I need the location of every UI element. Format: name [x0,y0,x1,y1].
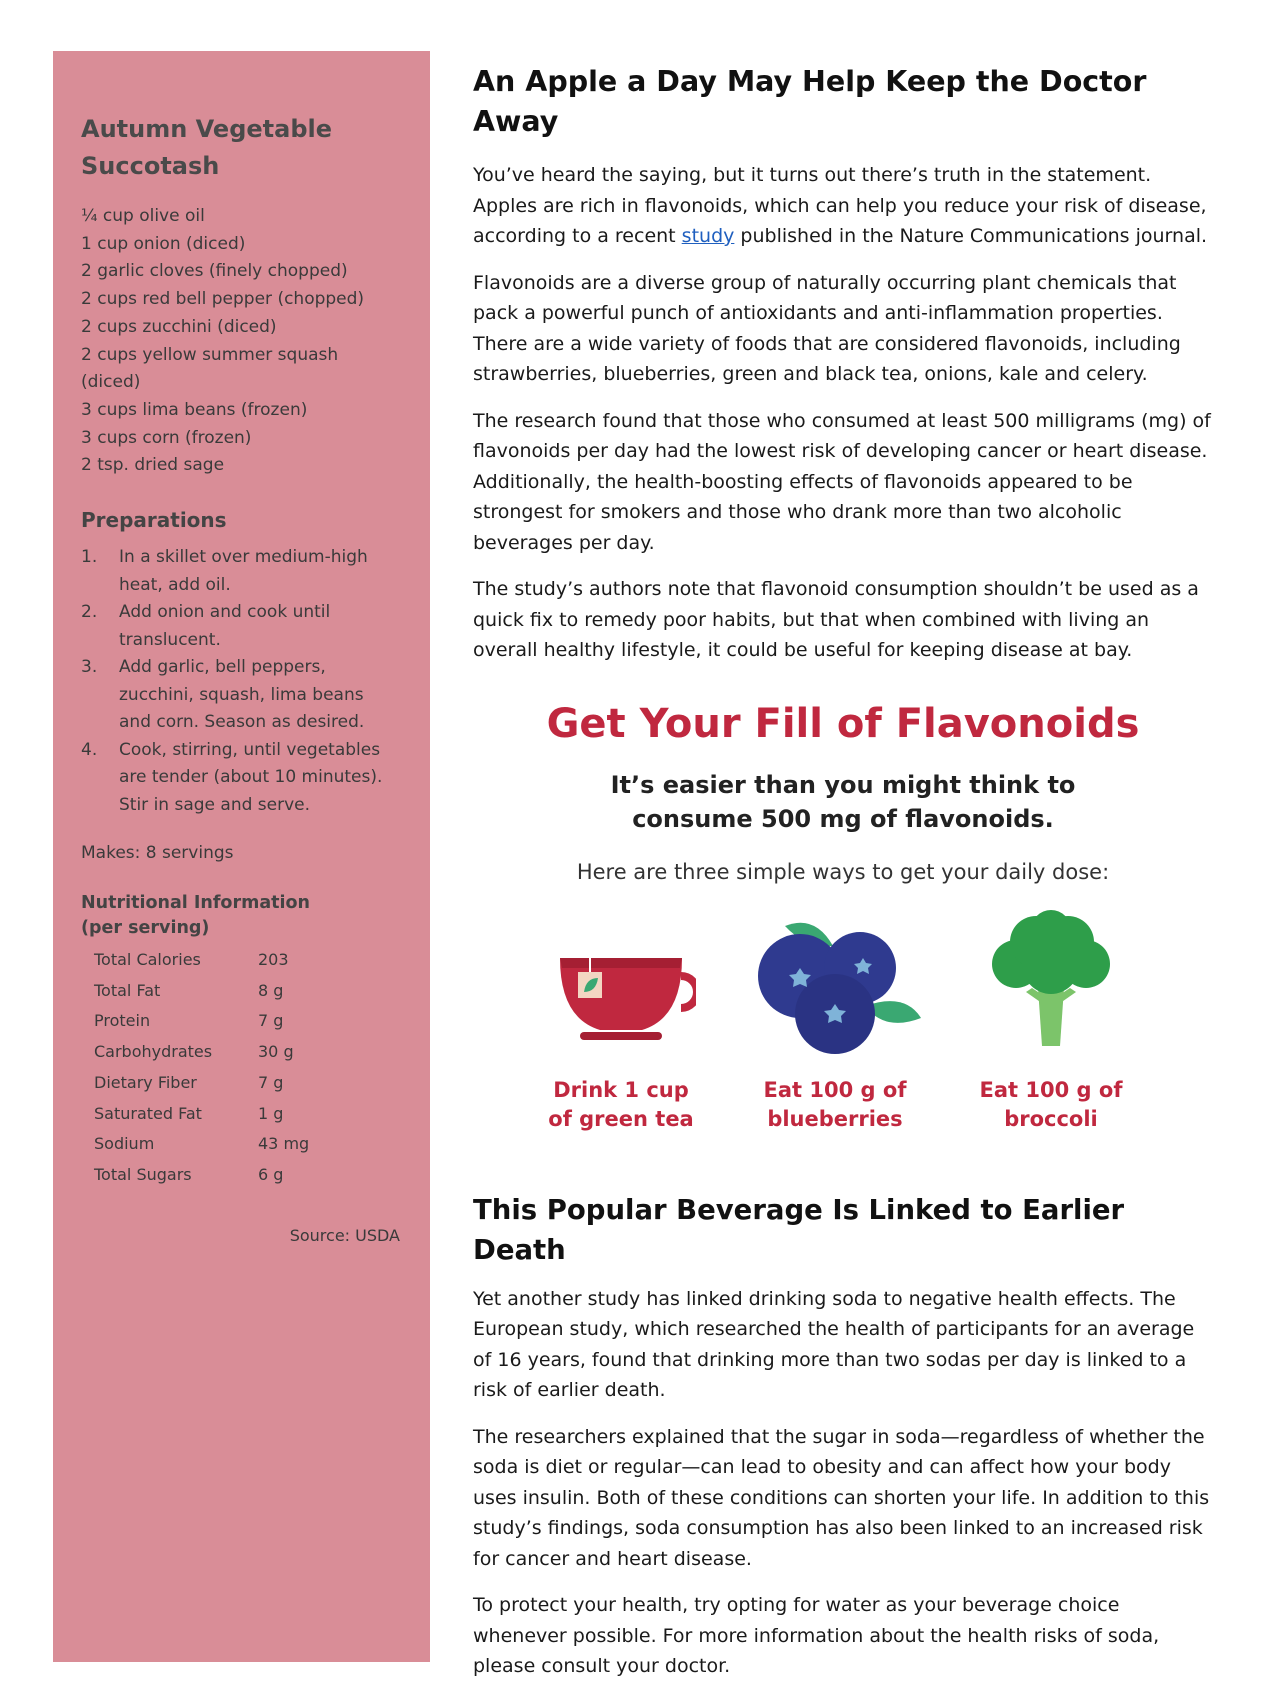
blueberries-icon [745,906,925,1056]
step-number: 2. [81,602,98,623]
infographic-subtitle: It’s easier than you might think to consume 500 mg of flavonoids. [610,770,1076,833]
step-item [81,599,400,654]
ingredient-item: 2 garlic cloves (finely chopped) [81,261,348,282]
nutrition-label: Total Calories [94,950,201,970]
ingredient-item: 3 cups corn (frozen) [81,427,252,448]
nutrition-value: 7 g [258,1011,284,1031]
step-number: 1. [81,547,98,568]
step-item [81,737,400,820]
ingredient-item: 2 cups yellow summer squash (diced) [81,344,339,393]
blueberries-item [735,906,935,1131]
ingredient-item: ¼ cup olive oil [81,206,205,226]
nutrition-value: 30 g [258,1042,294,1062]
tea-item [521,906,721,1131]
nutrition-table [81,945,400,1191]
article-paragraph: The research found that those who consumed at least 500 milligrams (mg) of flavonoids per day had the lowest risk of developing cancer or heart disease. Additionally, the health-boosting effects of flavonoids appeared to be strongest for smokers and those who drank more than two alcoholic beverages per day. [473,409,1211,554]
nutrition-row [81,976,400,1007]
nutrition-label: Total Fat [94,980,161,1000]
step-number: 4. [81,739,98,760]
caption-line: Eat 100 g of [979,1077,1123,1102]
nutrition-value: 203 [258,950,289,970]
nutrition-row [81,1068,400,1099]
step-text: Cook, stirring, until vegetables are tender (about 10 minutes). Stir in sage and serve. [119,739,383,815]
nutrition-label: Dietary Fiber [94,1072,197,1092]
blueberries-caption [735,1076,935,1134]
step-number: 3. [81,657,98,678]
step-text: Add garlic, bell peppers, zucchini, squash, lima beans and corn. Season as desired. [119,657,365,733]
broccoli-item [951,906,1151,1131]
nutrition-row [81,1006,400,1037]
caption-line: Drink 1 cup [553,1077,689,1102]
nutrition-label: Total Sugars [94,1164,192,1184]
nutrition-value: 8 g [258,980,284,1000]
main-column [473,62,1213,1698]
preparations-heading: Preparations [81,508,227,533]
caption-line: broccoli [1004,1106,1098,1131]
ingredient-item: 2 cups red bell pepper (chopped) [81,289,365,310]
preparation-steps [81,544,400,819]
flavonoid-infographic [473,694,1213,1164]
paragraph-text: You’ve heard the saying, but it turns out there’s truth in the statement. Apples are rich in flavonoids, which can help you reduce your risk of disease, according to a recent [473,164,1207,247]
tea-cup-icon [546,906,696,1056]
broccoli-caption [951,1076,1151,1134]
article-paragraph [473,160,1213,252]
nutrition-value: 7 g [258,1072,284,1092]
article-paragraph: Flavonoids are a diverse group of naturally occurring plant chemicals that pack a powerful punch of antioxidants and anti-inflammation properties. There are a wide variety of foods that are considered flavonoids, including strawberries, blueberries, green and black tea, onions, kale and celery. [473,271,1181,385]
nutrition-row [81,1099,400,1130]
nutrition-value: 1 g [258,1103,284,1123]
nutrition-label: Protein [94,1011,151,1031]
recipe-title: Autumn Vegetable Succotash [81,115,333,180]
nutrition-value: 6 g [258,1164,284,1184]
study-link[interactable]: study [681,225,735,247]
article-paragraph: Yet another study has linked drinking soda to negative health effects. The European study, which researched the health of participants for an average of 16 years, found that drinking more than two sodas per day is linked to a risk of earlier death. [473,1287,1195,1401]
nutrition-row [81,1160,400,1191]
article-heading: An Apple a Day May Help Keep the Doctor Away [473,65,1147,138]
tea-caption [521,1076,721,1134]
ingredient-item: 2 tsp. dried sage [81,455,225,476]
nutrition-label: Saturated Fat [94,1103,202,1123]
caption-line: of green tea [548,1106,694,1131]
caption-line: Eat 100 g of [763,1077,907,1102]
article-paragraph: The researchers explained that the sugar in soda—regardless of whether the soda is diet or regular—can lead to obesity and can affect how your body uses insulin. Both of these conditions can shorten your life. In addition to this study’s findings, soda consumption has also been linked to an increased risk for cancer and heart disease. [473,1425,1210,1570]
nutrition-label: Sodium [94,1134,155,1154]
source-credit: Source: USDA [289,1225,400,1245]
recipe-sidebar [53,51,430,1662]
nutrition-row [81,945,400,976]
nutrition-heading: Nutritional Information (per serving) [81,893,310,939]
article-heading: This Popular Beverage Is Linked to Earlier Death [473,1193,1125,1266]
nutrition-row [81,1037,400,1068]
article-paragraph: The study’s authors note that flavonoid consumption shouldn’t be used as a quick fix to remedy poor habits, but that when combined with living an overall healthy lifestyle, it could be useful for keeping disease at bay. [473,578,1199,661]
servings-text: Makes: 8 servings [81,843,234,864]
nutrition-label: Carbohydrates [94,1042,213,1062]
step-item [81,544,400,599]
ingredient-item: 2 cups zucchini (diced) [81,316,277,337]
infographic-items [473,906,1213,1156]
step-item [81,654,400,737]
step-text: In a skillet over medium-high heat, add oil. [119,547,368,595]
infographic-intro: Here are three simple ways to get your daily dose: [576,859,1110,884]
ingredient-list [81,203,400,480]
ingredient-item: 1 cup onion (diced) [81,233,246,254]
broccoli-icon [976,906,1126,1056]
paragraph-text: published in the Nature Communications journal. [734,225,1208,247]
article-paragraph: To protect your health, try opting for water as your beverage choice whenever possible. For more information about the health risks of soda, please consult your doctor. [473,1594,1160,1677]
step-text: Add onion and cook until translucent. [119,602,331,650]
infographic-title: Get Your Fill of Flavonoids [546,700,1140,747]
caption-line: blueberries [767,1106,903,1131]
nutrition-value: 43 mg [258,1134,310,1154]
nutrition-row [81,1129,400,1160]
ingredient-item: 3 cups lima beans (frozen) [81,399,308,420]
